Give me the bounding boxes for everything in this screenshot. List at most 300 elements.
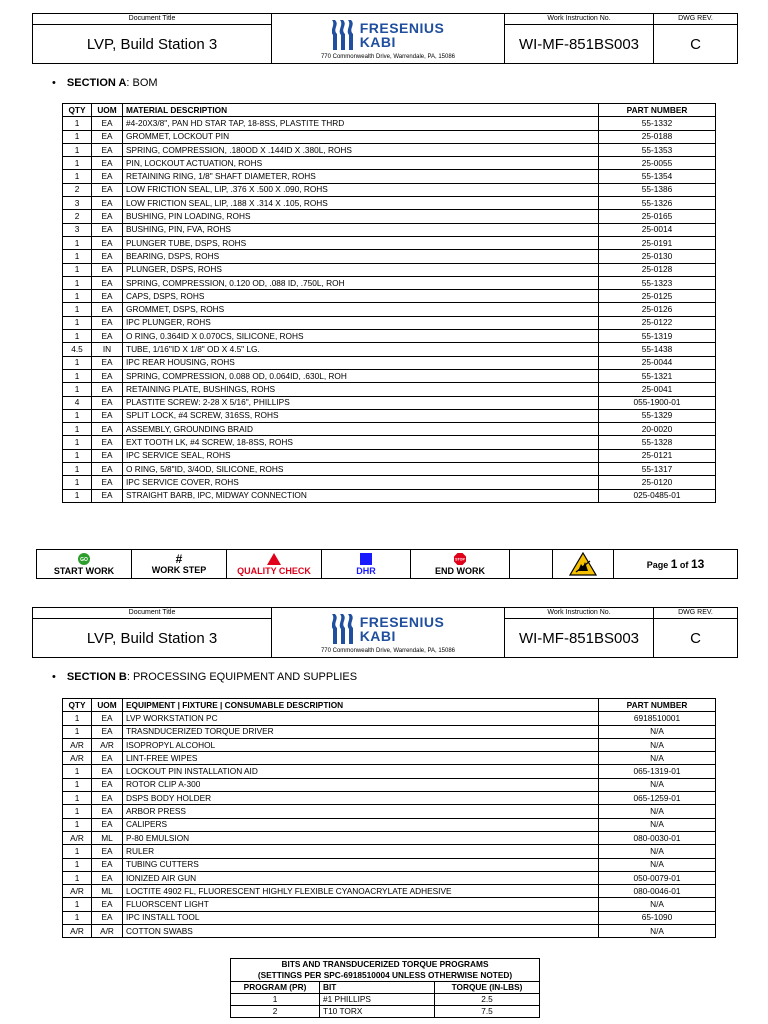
table-cell: 55-1321 [599,369,716,382]
table-cell: N/A [599,845,716,858]
svg-text:GO: GO [80,556,88,563]
company-address: 770 Commonwealth Drive, Warrendale, PA, 15086 [320,53,456,60]
table-cell: IN [92,343,123,356]
col-qty: QTY [63,104,92,117]
table-cell: 1 [63,725,92,738]
table-cell: 1 [63,792,92,805]
table-cell: 25-0191 [599,236,716,249]
table-cell: EA [92,170,123,183]
table-cell: 1 [63,463,92,476]
table-cell: EA [92,725,123,738]
table-cell: 065-1259-01 [599,792,716,805]
bits-table-title: BITS AND TRANSDUCERIZED TORQUE PROGRAMS (SETTINGS PER SPC-6918510004 UNLESS OTHERWISE NOTED) [231,959,540,982]
company-logo [272,611,504,647]
table-row [63,276,716,289]
table-cell: 055-1900-01 [599,396,716,409]
table-cell: #1 PHILLIPS [320,994,435,1006]
table-cell: 20-0020 [599,423,716,436]
table-row [231,1006,540,1018]
table-cell: 55-1317 [599,463,716,476]
table-row [63,725,716,738]
table-cell: EA [92,463,123,476]
table-cell: 1 [231,994,320,1006]
dwg-rev: C [654,25,738,64]
table-cell: LOW FRICTION SEAL, LIP, .376 X .500 X .090, ROHS [123,183,599,196]
doc-title: LVP, Build Station 3 [33,619,272,658]
table-cell: 1 [63,356,92,369]
table-cell: IPC SERVICE COVER, ROHS [123,476,599,489]
table-cell: 1 [63,383,92,396]
company-name-line2: KABI [359,627,396,644]
table-row [63,290,716,303]
doc-title: LVP, Build Station 3 [33,25,272,64]
bits-torque-table [230,958,540,1018]
table-cell: EA [92,330,123,343]
esd-warning-icon [569,552,597,576]
table-cell: 25-0055 [599,157,716,170]
table-cell: EA [92,476,123,489]
table-row [63,476,716,489]
table-cell: 25-0041 [599,383,716,396]
table-cell: N/A [599,818,716,831]
table-cell: EA [92,236,123,249]
doc-title-label: Document Title [33,608,272,619]
table-row [63,117,716,130]
table-cell: 55-1329 [599,409,716,422]
table-cell: EA [92,858,123,871]
table-row [63,210,716,223]
table-cell: 4 [63,396,92,409]
table-cell: 65-1090 [599,911,716,924]
table-row [63,925,716,938]
table-row [63,818,716,831]
table-cell: LVP WORKSTATION PC [123,712,599,725]
wi-number: WI-MF-851BS003 [505,619,654,658]
table-cell: TRASNDUCERIZED TORQUE DRIVER [123,725,599,738]
table-cell: P-80 EMULSION [123,831,599,844]
legend-work-step: # WORK STEP [132,550,227,579]
table-row [63,752,716,765]
table-cell: LOCKOUT PIN INSTALLATION AID [123,765,599,778]
table-cell: 1 [63,778,92,791]
table-cell: RETAINING RING, 1/8" SHAFT DIAMETER, ROHS [123,170,599,183]
table-cell: EA [92,805,123,818]
table-cell: A/R [63,885,92,898]
table-cell: 25-0126 [599,303,716,316]
table-cell: N/A [599,725,716,738]
table-cell: 25-0121 [599,449,716,462]
table-row [63,223,716,236]
table-row [63,858,716,871]
table-row [63,871,716,884]
table-cell: 55-1353 [599,143,716,156]
table-cell: RULER [123,845,599,858]
table-row [63,463,716,476]
bom-table [62,103,716,503]
warning-triangle-icon [267,553,281,565]
table-cell: EA [92,210,123,223]
table-cell: 080-0046-01 [599,885,716,898]
table-cell: SPLIT LOCK, #4 SCREW, 316SS, ROHS [123,409,599,422]
table-cell: 2 [63,210,92,223]
table-cell: 3 [63,223,92,236]
table-cell: EA [92,396,123,409]
table-cell: CALIPERS [123,818,599,831]
table-cell: 1 [63,303,92,316]
table-cell: 1 [63,143,92,156]
table-cell: 3 [63,197,92,210]
table-row [63,236,716,249]
table-cell: 1 [63,157,92,170]
table-cell: 1 [63,250,92,263]
footer-legend [36,549,738,579]
section-a-heading: • SECTION A: BOM [52,77,158,89]
table-cell: A/R [92,925,123,938]
dwg-rev-label: DWG REV. [654,608,738,619]
table-cell: EA [92,143,123,156]
table-cell: ML [92,831,123,844]
table-cell: RETAINING PLATE, BUSHINGS, ROHS [123,383,599,396]
col-program: PROGRAM (PR) [231,982,320,994]
table-cell: 2.5 [435,994,540,1006]
col-uom: UOM [92,104,123,117]
table-cell: 1 [63,476,92,489]
table-cell: T10 TORX [320,1006,435,1018]
table-cell: COTTON SWABS [123,925,599,938]
table-cell: 025-0485-01 [599,489,716,502]
table-cell: LOCTITE 4902 FL, FLUORESCENT HIGHLY FLEXIBLE CYANOACRYLATE ADHESIVE [123,885,599,898]
table-row [63,423,716,436]
table-cell: DSPS BODY HOLDER [123,792,599,805]
table-cell: EA [92,290,123,303]
table-cell: 1 [63,423,92,436]
table-cell: N/A [599,925,716,938]
table-cell: 065-1319-01 [599,765,716,778]
table-header-row [231,982,540,994]
table-cell: EA [92,303,123,316]
col-description: MATERIAL DESCRIPTION [123,104,599,117]
company-name-line2: KABI [359,33,396,50]
company-name-line1: FRESENIUS [359,19,445,36]
col-part-number: PART NUMBER [599,104,716,117]
table-cell: 080-0030-01 [599,831,716,844]
table-cell: EXT TOOTH LK, #4 SCREW, 18-8SS, ROHS [123,436,599,449]
table-cell: EA [92,489,123,502]
table-cell: #4-20X3/8", PAN HD STAR TAP, 18-8SS, PLASTITE THRD [123,117,599,130]
table-cell: A/R [63,831,92,844]
table-cell: STRAIGHT BARB, IPC, MIDWAY CONNECTION [123,489,599,502]
table-cell: EA [92,818,123,831]
fresenius-logo-icon [332,20,354,50]
table-row [63,316,716,329]
table-row [63,250,716,263]
table-row [63,885,716,898]
table-cell: EA [92,409,123,422]
table-row [63,489,716,502]
table-cell: EA [92,423,123,436]
legend-blank [510,550,553,579]
wi-label: Work Instruction No. [505,608,654,619]
table-row [63,356,716,369]
table-cell: EA [92,898,123,911]
table-cell: A/R [63,925,92,938]
table-row [63,845,716,858]
table-cell: 25-0120 [599,476,716,489]
table-cell: EA [92,792,123,805]
table-row [63,263,716,276]
table-cell: IPC INSTALL TOOL [123,911,599,924]
table-cell: EA [92,778,123,791]
table-cell: O RING, 5/8"ID, 3/4OD, SILICONE, ROHS [123,463,599,476]
table-cell: 1 [63,805,92,818]
table-cell: 1 [63,712,92,725]
table-row [63,738,716,751]
table-cell: 55-1332 [599,117,716,130]
table-cell: 1 [63,369,92,382]
table-cell: IONIZED AIR GUN [123,871,599,884]
table-row [63,369,716,382]
equipment-table [62,698,716,938]
table-row [63,805,716,818]
table-row [63,898,716,911]
table-cell: EA [92,436,123,449]
document-header [32,13,738,64]
company-logo-cell [272,608,505,658]
table-cell: 25-0130 [599,250,716,263]
table-cell: 25-0165 [599,210,716,223]
table-cell: 1 [63,316,92,329]
table-cell: 1 [63,117,92,130]
table-cell: EA [92,117,123,130]
table-cell: 1 [63,911,92,924]
table-cell: 55-1326 [599,197,716,210]
dwg-rev: C [654,619,738,658]
table-row [63,170,716,183]
table-row [63,712,716,725]
blue-square-icon [360,553,372,565]
table-cell: EA [92,157,123,170]
table-cell: ASSEMBLY, GROUNDING BRAID [123,423,599,436]
go-icon [78,553,90,565]
company-address: 770 Commonwealth Drive, Warrendale, PA, 15086 [320,647,456,654]
table-cell: A/R [92,738,123,751]
table-cell: LINT-FREE WIPES [123,752,599,765]
table-cell: EA [92,752,123,765]
table-cell: EA [92,130,123,143]
table-cell: 55-1386 [599,183,716,196]
table-header-row [63,104,716,117]
table-cell: EA [92,449,123,462]
table-cell: 1 [63,489,92,502]
table-cell: 1 [63,858,92,871]
table-cell: EA [92,316,123,329]
table-cell: EA [92,765,123,778]
table-row [63,303,716,316]
table-row [63,911,716,924]
svg-text:STOP: STOP [455,557,465,561]
table-row [63,343,716,356]
table-cell: IPC PLUNGER, ROHS [123,316,599,329]
table-cell: PLASTITE SCREW: 2-28 X 5/16", PHILLIPS [123,396,599,409]
table-cell: 25-0125 [599,290,716,303]
table-row [63,436,716,449]
table-row [63,778,716,791]
table-cell: 1 [63,236,92,249]
table-cell: 1 [63,449,92,462]
legend-end-work: STOP END WORK [411,550,510,579]
table-row [63,330,716,343]
table-cell: BUSHING, PIN, FVA, ROHS [123,223,599,236]
table-cell: SPRING, COMPRESSION, 0.088 OD, 0.064ID, .630L, ROH [123,369,599,382]
table-cell: A/R [63,738,92,751]
table-row [63,183,716,196]
doc-title-label: Document Title [33,14,272,25]
table-cell: N/A [599,778,716,791]
table-cell: 1 [63,170,92,183]
table-row [63,130,716,143]
table-row [63,792,716,805]
table-cell: A/R [63,752,92,765]
table-cell: PIN, LOCKOUT ACTUATION, ROHS [123,157,599,170]
table-row [63,143,716,156]
table-cell: N/A [599,858,716,871]
table-cell: GROMMET, LOCKOUT PIN [123,130,599,143]
table-cell: 1 [63,409,92,422]
table-cell: 1 [63,436,92,449]
table-cell: 1 [63,130,92,143]
table-cell: 25-0122 [599,316,716,329]
col-bit: BIT [320,982,435,994]
table-cell: BEARING, DSPS, ROHS [123,250,599,263]
table-cell: 1 [63,898,92,911]
table-row [63,157,716,170]
legend-start-work: GO START WORK [37,550,132,579]
table-row [63,831,716,844]
table-cell: IPC SERVICE SEAL, ROHS [123,449,599,462]
table-cell: LOW FRICTION SEAL, LIP, .188 X .314 X .105, ROHS [123,197,599,210]
table-cell: ML [92,885,123,898]
table-row [63,197,716,210]
table-cell: N/A [599,805,716,818]
table-cell: N/A [599,738,716,751]
table-cell: N/A [599,898,716,911]
table-cell: 55-1438 [599,343,716,356]
table-cell: EA [92,223,123,236]
table-cell: EA [92,183,123,196]
table-cell: CAPS, DSPS, ROHS [123,290,599,303]
table-cell: 1 [63,845,92,858]
table-cell: 7.5 [435,1006,540,1018]
table-cell: EA [92,911,123,924]
table-cell: 1 [63,871,92,884]
wi-number: WI-MF-851BS003 [505,25,654,64]
table-cell: 050-0079-01 [599,871,716,884]
table-cell: ISOPROPYL ALCOHOL [123,738,599,751]
col-uom: UOM [92,699,123,712]
table-cell: GROMMET, DSPS, ROHS [123,303,599,316]
table-cell: SPRING, COMPRESSION, .180OD X .144ID X .380L, ROHS [123,143,599,156]
table-cell: 25-0128 [599,263,716,276]
document-header-2 [32,607,738,658]
col-torque: TORQUE (IN-LBS) [435,982,540,994]
legend-esd [553,550,614,579]
table-cell: 1 [63,818,92,831]
table-cell: SPRING, COMPRESSION, 0.120 OD, .088 ID, .750L, ROH [123,276,599,289]
table-cell: EA [92,197,123,210]
table-cell: 2 [231,1006,320,1018]
table-cell: 2 [63,183,92,196]
table-cell: PLUNGER, DSPS, ROHS [123,263,599,276]
fresenius-logo-icon [332,614,354,644]
table-cell: 55-1323 [599,276,716,289]
legend-quality-check: QUALITY CHECK [227,550,322,579]
table-row [63,396,716,409]
company-logo-cell [272,14,505,64]
table-cell: 25-0044 [599,356,716,369]
table-cell: EA [92,845,123,858]
table-row [63,409,716,422]
col-qty: QTY [63,699,92,712]
table-row [63,383,716,396]
table-cell: EA [92,276,123,289]
table-cell: 1 [63,330,92,343]
col-part-number: PART NUMBER [599,699,716,712]
legend-dhr: DHR [322,550,411,579]
col-description: EQUIPMENT | FIXTURE | CONSUMABLE DESCRIPTION [123,699,599,712]
table-cell: 55-1319 [599,330,716,343]
table-cell: TUBE, 1/16"ID X 1/8" OD X 4.5" LG. [123,343,599,356]
table-cell: EA [92,383,123,396]
table-cell: 1 [63,765,92,778]
hash-icon: # [175,552,183,566]
table-cell: EA [92,712,123,725]
dwg-rev-label: DWG REV. [654,14,738,25]
table-cell: 6918510001 [599,712,716,725]
table-cell: PLUNGER TUBE, DSPS, ROHS [123,236,599,249]
table-cell: EA [92,369,123,382]
section-b-heading: • SECTION B: PROCESSING EQUIPMENT AND SUPPLIES [52,671,357,683]
stop-icon [454,553,466,565]
table-cell: 4.5 [63,343,92,356]
table-header-row [63,699,716,712]
table-cell: FLUORSCENT LIGHT [123,898,599,911]
table-cell: O RING, 0.364ID X 0.070CS, SILICONE, ROHS [123,330,599,343]
table-row [63,765,716,778]
company-name-line1: FRESENIUS [359,613,445,630]
table-cell: 55-1354 [599,170,716,183]
wi-label: Work Instruction No. [505,14,654,25]
table-cell: ARBOR PRESS [123,805,599,818]
table-cell: 25-0188 [599,130,716,143]
table-cell: 1 [63,263,92,276]
table-row [231,994,540,1006]
table-cell: EA [92,250,123,263]
table-cell: EA [92,263,123,276]
table-row [63,449,716,462]
page-indicator: Page 1 of 13 [614,550,738,579]
table-cell: 55-1328 [599,436,716,449]
table-cell: EA [92,871,123,884]
table-cell: TUBING CUTTERS [123,858,599,871]
table-cell: 25-0014 [599,223,716,236]
table-cell: 1 [63,290,92,303]
table-cell: ROTOR CLIP A-300 [123,778,599,791]
table-cell: IPC REAR HOUSING, ROHS [123,356,599,369]
table-cell: BUSHING, PIN LOADING, ROHS [123,210,599,223]
table-cell: EA [92,356,123,369]
table-cell: N/A [599,752,716,765]
company-logo [272,17,504,53]
